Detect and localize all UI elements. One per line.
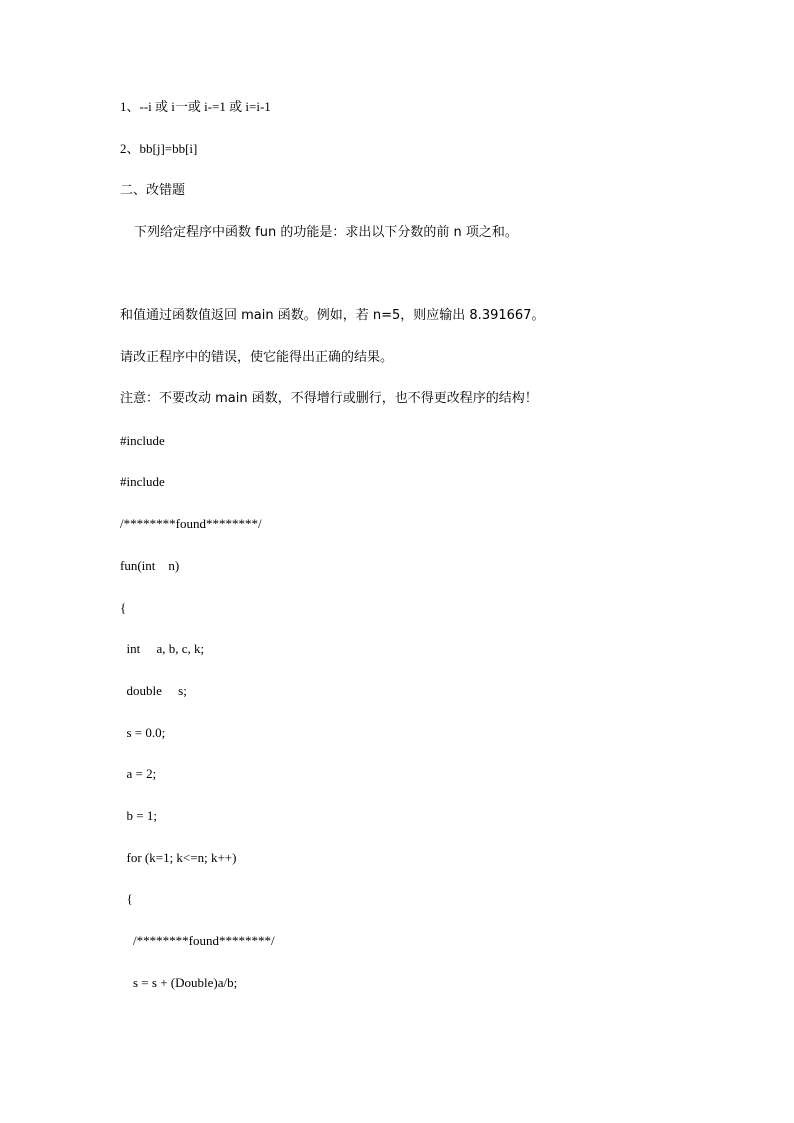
code-line: for (k=1; k<=n; k++) (120, 850, 237, 865)
code-line: #include (120, 474, 165, 489)
answer-2: 2、bb[j]=bb[i] (120, 141, 198, 156)
code-line: { (120, 891, 133, 906)
code-line: /********found********/ (120, 516, 262, 531)
problem-warning: 注意：不要改动 main 函数，不得增行或删行，也不得更改程序的结构！ (120, 391, 538, 406)
code-line: double s; (120, 683, 187, 698)
code-line: /********found********/ (120, 933, 275, 948)
section-title: 二、改错题 (120, 183, 186, 198)
code-line: fun(int n) (120, 558, 180, 573)
answer-1: 1、--i 或 i一或 i-=1 或 i=i-1 (120, 99, 271, 114)
code-line: s = 0.0; (120, 725, 166, 740)
problem-fix-note: 请改正程序中的错误，使它能得出正确的结果。 (120, 350, 394, 365)
code-line: a = 2; (120, 766, 157, 781)
code-line: { (120, 600, 127, 615)
code-line: b = 1; (120, 808, 157, 823)
code-line: int a, b, c, k; (120, 641, 205, 656)
code-line: #include (120, 433, 165, 448)
problem-intro: 下列给定程序中函数 fun 的功能是：求出以下分数的前 n 项之和。 (134, 225, 518, 240)
code-line: s = s + (Double)a/b; (120, 975, 238, 990)
problem-return-note: 和值通过函数值返回 main 函数。例如，若 n=5，则应输出 8.391667。 (120, 308, 545, 323)
